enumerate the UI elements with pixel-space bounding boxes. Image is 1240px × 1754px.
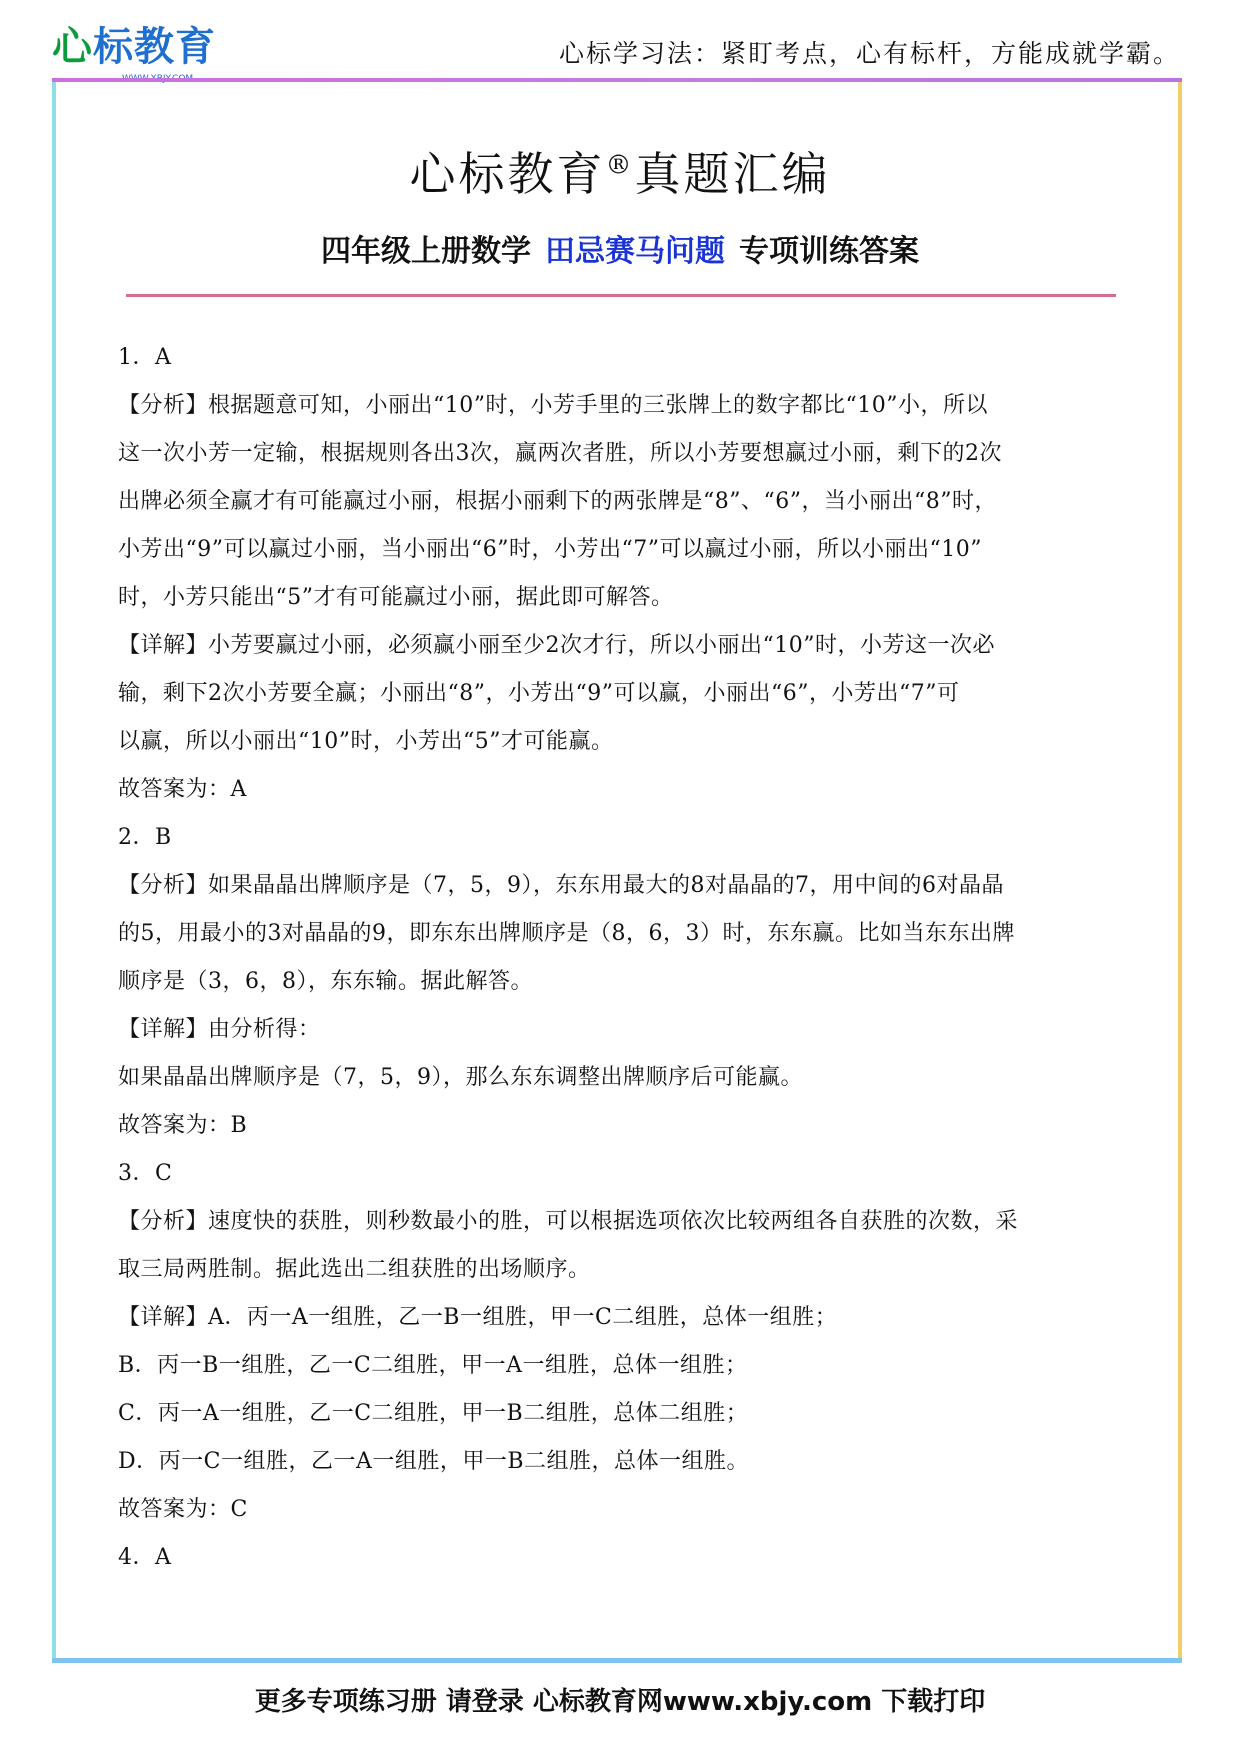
- title-rest: 真题汇编: [634, 147, 831, 201]
- content-line: 【详解】由分析得：: [118, 1017, 321, 1042]
- content-line: 以赢，所以小丽出“10”时，小芳出“5”才可能赢。: [118, 729, 614, 754]
- content-line: 故答案为：A: [118, 777, 247, 802]
- content-line: 的5，用最小的3对晶晶的9，即东东出牌顺序是（8，6，3）时，东东赢。比如当东东出牌: [118, 921, 1015, 946]
- logo-wordmark: [52, 22, 216, 72]
- content-line: 故答案为：C: [118, 1497, 248, 1522]
- title-main: 心标教育: [409, 147, 606, 201]
- frame-right-border: [1178, 82, 1182, 1662]
- frame-left-border: [52, 82, 56, 1662]
- content-line: 这一次小芳一定输，根据规则各出3次，赢两次者胜，所以小芳要想赢过小丽，剩下的2次: [118, 441, 1002, 466]
- content-line: 故答案为：B: [118, 1113, 248, 1138]
- logo: [52, 22, 216, 82]
- content-line: B．丙一B一组胜，乙一C二组胜，甲一A一组胜，总体一组胜；: [118, 1353, 748, 1378]
- content-line: 输，剩下2次小芳要全赢；小丽出“8”，小芳出“9”可以赢，小丽出“6”，小芳出“7”可: [118, 681, 960, 706]
- frame-bottom-border: [52, 1658, 1182, 1663]
- header-motto: 心标学习法：紧盯考点，心有标杆，方能成就学霸。: [558, 39, 1180, 68]
- frame-top-border: [52, 78, 1182, 82]
- content-line: 3．C: [118, 1161, 173, 1186]
- page-subtitle: [0, 226, 1240, 270]
- logo-text-b: 标教育: [93, 24, 216, 70]
- content-line: 顺序是（3，6，8），东东输。据此解答。: [118, 969, 533, 994]
- content-line: 【分析】根据题意可知，小丽出“10”时，小芳手里的三张牌上的数字都比“10”小，所以: [118, 393, 988, 418]
- content-line: 取三局两胜制。据此选出二组获胜的出场顺序。: [118, 1257, 591, 1282]
- content-line: 小芳出“9”可以赢过小丽，当小丽出“6”时，小芳出“7”可以赢过小丽，所以小丽出“10”: [118, 537, 982, 562]
- registered-mark: ®: [605, 150, 635, 181]
- content-line: 出牌必须全赢才有可能赢过小丽，根据小丽剩下的两张牌是“8”、“6”，当小丽出“8”时，: [118, 489, 997, 514]
- content-line: 【详解】A．丙一A一组胜，乙一B一组胜，甲一C二组胜，总体一组胜；: [118, 1305, 838, 1330]
- content-line: 【分析】速度快的获胜，则秒数最小的胜，可以根据选项依次比较两组各自获胜的次数，采: [118, 1209, 1019, 1234]
- content-line: 2．B: [118, 825, 172, 850]
- content-line: D．丙一C一组胜，乙一A一组胜，甲一B二组胜，总体一组胜。: [118, 1449, 750, 1474]
- subtitle-prefix: 四年级上册数学: [321, 234, 531, 269]
- content-line: 1．A: [118, 345, 172, 370]
- page-title: [0, 138, 1240, 204]
- subtitle-suffix: 专项训练答案: [739, 234, 919, 269]
- answer-content: [118, 334, 1114, 1582]
- content-line: 【详解】小芳要赢过小丽，必须赢小丽至少2次才行，所以小丽出“10”时，小芳这一次必: [118, 633, 995, 658]
- footer-text: 更多专项练习册 请登录 心标教育网www.xbjy.com 下载打印: [254, 1687, 986, 1717]
- content-line: 【分析】如果晶晶出牌顺序是（7，5，9），东东用最大的8对晶晶的7，用中间的6对晶晶: [118, 873, 1004, 898]
- content-line: C．丙一A一组胜，乙一C二组胜，甲一B二组胜，总体二组胜；: [118, 1401, 749, 1426]
- title-divider: [126, 294, 1116, 297]
- content-line: 如果晶晶出牌顺序是（7，5，9），那么东东调整出牌顺序后可能赢。: [118, 1065, 803, 1090]
- content-line: 4．A: [118, 1545, 172, 1570]
- logo-text-a: 心: [52, 24, 93, 70]
- content-line: 时，小芳只能出“5”才有可能赢过小丽，据此即可解答。: [118, 585, 674, 610]
- subtitle-topic: 田忌赛马问题: [545, 234, 725, 269]
